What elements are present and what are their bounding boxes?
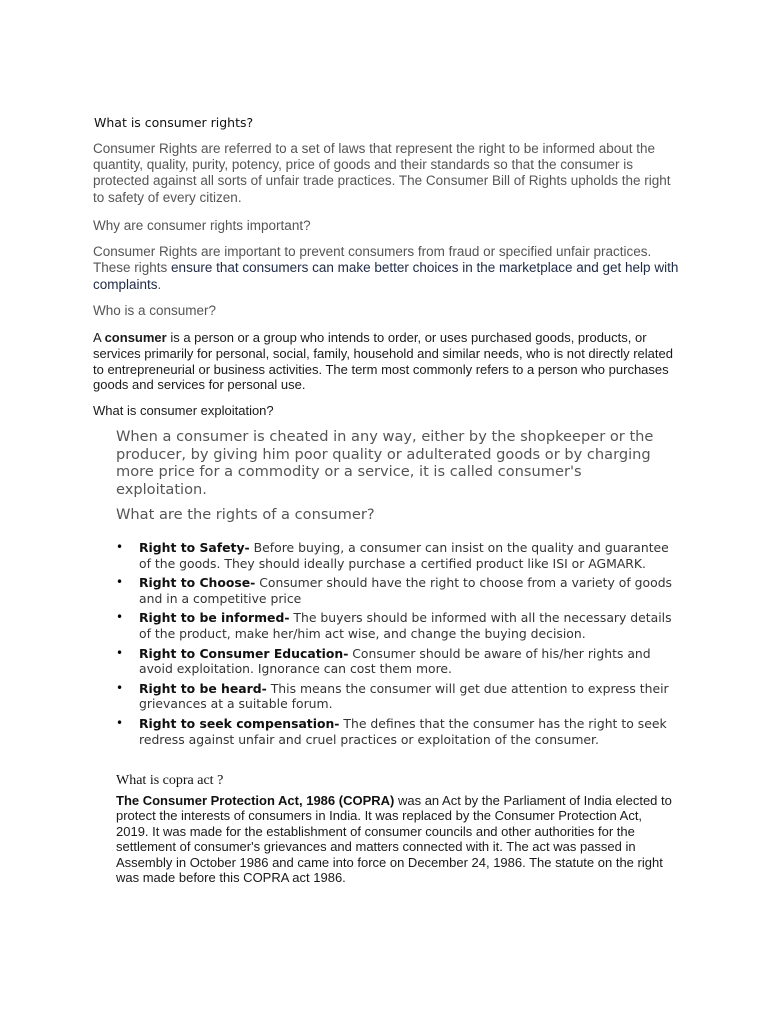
heading-what-is-consumer-rights: What is consumer rights? xyxy=(94,115,254,130)
right-title: Right to be heard- xyxy=(139,680,267,696)
right-title: Right to seek compensation- xyxy=(139,715,340,731)
right-text: The buyers should be informed with all the necessary details of the product, make her/him act wise, and change the buying decision. xyxy=(139,610,672,641)
heading-consumer-exploitation: What is consumer exploitation? xyxy=(93,403,274,418)
text-segment: . xyxy=(157,276,162,292)
list-item xyxy=(116,575,676,606)
list-item xyxy=(116,646,676,677)
list-item xyxy=(116,540,676,571)
heading-copra-act: What is copra act ? xyxy=(116,773,224,788)
heading-rights-of-consumer: What are the rights of a consumer? xyxy=(116,506,375,523)
list-item xyxy=(116,681,676,712)
text-segment: Consumer Rights are important to prevent consumers from fraud or specified unfair practices. These rights xyxy=(93,244,652,276)
list-item xyxy=(116,716,676,747)
right-title: Right to Consumer Education- xyxy=(139,645,349,661)
bullet-icon: • xyxy=(116,645,124,660)
bold-term-consumer: consumer xyxy=(104,330,167,345)
bullet-icon: • xyxy=(116,610,124,625)
right-title: Right to Safety- xyxy=(139,540,250,555)
bullet-icon: • xyxy=(116,575,124,590)
rights-list xyxy=(116,540,676,751)
bullet-icon: • xyxy=(116,540,124,554)
text-segment: is a person or a group who intends to order, or uses purchased goods, products, or services primarily for personal, social, family, household and similar needs, who is not directly related to entrepreneurial or business activities. The term most commonly refers to a person who purchases goods and services for personal use. xyxy=(93,330,673,393)
list-item xyxy=(116,610,676,641)
heading-who-is-consumer: Who is a consumer? xyxy=(93,303,217,318)
bullet-icon: • xyxy=(116,680,124,695)
paragraph-why-important xyxy=(93,244,683,293)
right-text: Before buying, a consumer can insist on the quality and guarantee of the goods. They should ideally purchase a certified product like ISI or AGMARK. xyxy=(139,540,669,571)
bold-act-name: The Consumer Protection Act, 1986 (COPRA) xyxy=(116,793,395,808)
heading-why-important: Why are consumer rights important? xyxy=(93,218,311,233)
paragraph-consumer-exploitation: When a consumer is cheated in any way, either by the shopkeeper or the producer, by giving him poor quality or adulterated goods or by charging more price for a commodity or a service, it is called consumer's exploitation. xyxy=(116,428,654,498)
right-text: Consumer should be aware of his/her rights and avoid exploitation. Ignorance can cost them more. xyxy=(139,645,651,677)
text-segment: was an Act by the Parliament of India elected to protect the interests of consumers in India. It was replaced by the Consumer Protection Act, 2019. It was made for the establishment of consumer councils and other authorities for the settlement of consumer's grievances and matters connected with it. The act was passed in Assembly in October 1986 and came into force on December 24, 1986. The statute on the right was made before this COPRA act 1986. xyxy=(116,793,672,886)
right-title: Right to be informed- xyxy=(139,610,290,626)
right-text: The defines that the consumer has the right to seek redress against unfair and cruel practices or exploitation of the consumer. xyxy=(139,715,667,747)
paragraph-who-is-consumer xyxy=(93,330,683,393)
paragraph-consumer-rights-definition: Consumer Rights are referred to a set of laws that represent the right to be informed about the quantity, quality, purity, potency, price of goods and their standards so that the consumer is protected against all sorts of unfair trade practices. The Consumer Bill of Rights upholds the right to safety of every citizen. xyxy=(93,141,671,205)
right-text: This means the consumer will get due attention to express their grievances at a suitable forum. xyxy=(139,680,669,712)
text-segment: A xyxy=(93,330,105,345)
bullet-icon: • xyxy=(116,715,124,730)
right-title: Right to Choose- xyxy=(139,575,256,591)
paragraph-copra-act xyxy=(116,793,676,885)
highlighted-text: ensure that consumers can make better choices in the marketplace and get help with complaints xyxy=(93,260,679,292)
right-text: Consumer should have the right to choose from a variety of goods and in a competitive price xyxy=(139,575,673,606)
